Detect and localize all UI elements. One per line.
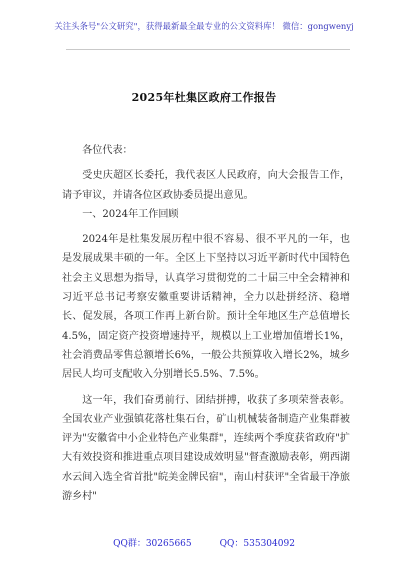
footer-contact	[0, 536, 408, 549]
qq-group-number: QQ群：30265665	[113, 539, 192, 549]
document-title: 2025年杜集区政府工作报告	[131, 91, 277, 104]
salutation: 各位代表：	[82, 145, 133, 156]
body-paragraph-2: 这一年，我们奋勇前行、团结拼搏，收获了多项荣誉表彰。全国农业产业强镇花落杜集石台，矿山机械装备制造产业集群被评为"安徽省中小企业特色产业集群"，连续两个季度获省政府"扩大有效投资和推进重点项目建设成效明显"督查激励表彰，朔西湖水云间入选全省首批"皖美金牌民宿"，南山村获评"全省最干净旅游乡村"	[62, 394, 350, 503]
section-heading: 一、2024年工作回顾	[82, 208, 179, 220]
header-divider	[66, 49, 350, 50]
document-body	[62, 141, 350, 506]
qq-number: QQ：535304092	[219, 539, 295, 549]
promo-banner: 关注头条号"公文研究"，获得最新最全最专业的公文资料库！ 微信：gongwenyj	[54, 21, 354, 31]
intro-paragraph: 受史庆超区长委托，我代表区人民政府，向大会报告工作，请予审议，并请各位区政协委员提出意见。	[62, 170, 350, 201]
body-paragraph-1: 2024年是杜集发展历程中很不容易、很不平凡的一年，也是发展成果丰硕的一年。全区上下坚持以习近平新时代中国特色社会主义思想为指导，认真学习贯彻党的二十届三中全会精神和习近平总书记考察安徽重要讲话精神，全力以赴拼经济、稳增长、促发展，各项工作再上新台阶。预计全年地区生产总值增长4.5%，固定资产投资增速持平，规模以上工业增加值增长1%，社会消费品零售总额增长6%，一般公共预算收入增长2%，城乡居民人均可支配收入分别增长5.5%、7.5%。	[62, 234, 350, 381]
